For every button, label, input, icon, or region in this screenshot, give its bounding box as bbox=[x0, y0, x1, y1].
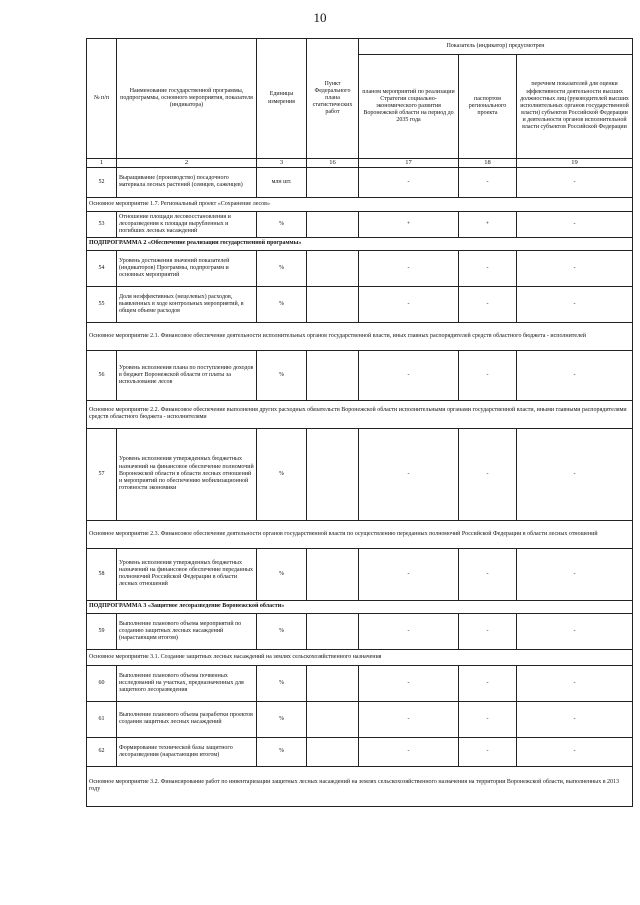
fed-plan-cell bbox=[307, 250, 359, 286]
header-strategy: планом мероприятий по реализации Стратегии социально-экономического развития Воронежской области на период до 2035 года bbox=[359, 55, 459, 159]
section-row bbox=[87, 237, 633, 250]
fed-plan-cell bbox=[307, 701, 359, 737]
unit-cell: % bbox=[257, 428, 307, 520]
indicator-row bbox=[87, 167, 633, 197]
officials-cell: - bbox=[517, 250, 633, 286]
officials-cell: - bbox=[517, 548, 633, 600]
officials-cell: - bbox=[517, 167, 633, 197]
column-number: 2 bbox=[117, 159, 257, 168]
row-number: 58 bbox=[87, 548, 117, 600]
officials-cell: - bbox=[517, 350, 633, 400]
officials-cell: - bbox=[517, 428, 633, 520]
indicator-name: Уровень исполнения утвержденных бюджетных назначений на финансовое обеспечение полномочий Воронежской области в области лесных отношений и мероприятий по обеспечению мобилизационной готовности экономики bbox=[117, 428, 257, 520]
header-provided-by: Показатель (индикатор) предусмотрен bbox=[359, 39, 633, 55]
officials-cell: - bbox=[517, 737, 633, 766]
subprogram-heading: ПОДПРОГРАММА 2 «Обеспечение реализации государственной программы» bbox=[87, 237, 633, 250]
column-number: 17 bbox=[359, 159, 459, 168]
column-number: 1 bbox=[87, 159, 117, 168]
fed-plan-cell bbox=[307, 737, 359, 766]
row-number: 61 bbox=[87, 701, 117, 737]
section-row bbox=[87, 600, 633, 613]
indicator-row bbox=[87, 665, 633, 701]
row-number: 60 bbox=[87, 665, 117, 701]
strategy-cell: - bbox=[359, 350, 459, 400]
passport-cell: - bbox=[459, 737, 517, 766]
officials-cell: - bbox=[517, 701, 633, 737]
indicator-name: Уровень достижения значений показателей (индикаторов) Программы, подпрограмм и основных мероприятий bbox=[117, 250, 257, 286]
indicator-name: Уровень исполнения утвержденных бюджетных назначений на финансовое обеспечение переданных полномочий Российской Федерации в области лесных отношений bbox=[117, 548, 257, 600]
indicator-name: Выполнение планового объема почвенных исследований на участках, предназначенных для защитного лесоразведения bbox=[117, 665, 257, 701]
row-number: 53 bbox=[87, 211, 117, 237]
officials-cell: - bbox=[517, 211, 633, 237]
fed-plan-cell bbox=[307, 211, 359, 237]
fed-plan-cell bbox=[307, 665, 359, 701]
indicator-name: Формирование технической базы защитного лесоразведения (нарастающим итогом) bbox=[117, 737, 257, 766]
header-passport: паспортом регионального проекта bbox=[459, 55, 517, 159]
column-number: 18 bbox=[459, 159, 517, 168]
strategy-cell: - bbox=[359, 701, 459, 737]
section-row bbox=[87, 520, 633, 548]
passport-cell: - bbox=[459, 350, 517, 400]
unit-cell: % bbox=[257, 250, 307, 286]
header-name: Наименование государственной программы, подпрограммы, основного мероприятия, показателя (индикатора) bbox=[117, 39, 257, 159]
indicator-row bbox=[87, 350, 633, 400]
passport-cell: - bbox=[459, 613, 517, 649]
strategy-cell: - bbox=[359, 613, 459, 649]
section-row bbox=[87, 766, 633, 806]
activity-heading: Основное мероприятие 2.2. Финансовое обеспечение выполнения других расходных обязательств Воронежской области исполнительными органами государственной власти, иными главными распорядителями средств областного бюджета - исполнителями bbox=[87, 400, 633, 428]
strategy-cell: - bbox=[359, 548, 459, 600]
header-unit: Единицы измерения bbox=[257, 39, 307, 159]
passport-cell: + bbox=[459, 211, 517, 237]
activity-heading: Основное мероприятие 1.7. Региональный проект «Сохранение лесов» bbox=[87, 197, 633, 211]
fed-plan-cell bbox=[307, 350, 359, 400]
indicator-name: Выполнение планового объема мероприятий по созданию защитных лесных насаждений (нарастающим итогом) bbox=[117, 613, 257, 649]
unit-cell: % bbox=[257, 350, 307, 400]
strategy-cell: - bbox=[359, 286, 459, 322]
header-fed-plan: Пункт Федерального плана статистических работ bbox=[307, 39, 359, 159]
unit-cell: % bbox=[257, 665, 307, 701]
row-number: 56 bbox=[87, 350, 117, 400]
section-row bbox=[87, 197, 633, 211]
indicator-row bbox=[87, 737, 633, 766]
activity-heading: Основное мероприятие 2.3. Финансовое обеспечение деятельности органов государственной власти по осуществлению переданных полномочий Российской Федерации в области лесных отношений bbox=[87, 520, 633, 548]
passport-cell: - bbox=[459, 665, 517, 701]
row-number: 57 bbox=[87, 428, 117, 520]
row-number: 59 bbox=[87, 613, 117, 649]
row-number: 62 bbox=[87, 737, 117, 766]
section-row bbox=[87, 649, 633, 665]
strategy-cell: - bbox=[359, 428, 459, 520]
fed-plan-cell bbox=[307, 167, 359, 197]
unit-cell: % bbox=[257, 211, 307, 237]
unit-cell: млн шт. bbox=[257, 167, 307, 197]
strategy-cell: - bbox=[359, 665, 459, 701]
strategy-cell: + bbox=[359, 211, 459, 237]
passport-cell: - bbox=[459, 250, 517, 286]
indicator-name: Выращивание (производство) посадочного материала лесных растений (сеянцев, саженцев) bbox=[117, 167, 257, 197]
officials-cell: - bbox=[517, 665, 633, 701]
unit-cell: % bbox=[257, 737, 307, 766]
strategy-cell: - bbox=[359, 737, 459, 766]
row-number: 54 bbox=[87, 250, 117, 286]
column-number: 16 bbox=[307, 159, 359, 168]
section-row bbox=[87, 400, 633, 428]
row-number: 52 bbox=[87, 167, 117, 197]
indicator-name: Доля неэффективных (нецелевых) расходов, выявленных в ходе контрольных мероприятий, в общем объеме расходов bbox=[117, 286, 257, 322]
indicator-row bbox=[87, 250, 633, 286]
strategy-cell: - bbox=[359, 167, 459, 197]
fed-plan-cell bbox=[307, 548, 359, 600]
fed-plan-cell bbox=[307, 613, 359, 649]
indicator-row bbox=[87, 613, 633, 649]
indicator-name: Отношение площади лесовосстановления и лесоразведения к площади вырубленных и погибших лесных насаждений bbox=[117, 211, 257, 237]
unit-cell: % bbox=[257, 613, 307, 649]
activity-heading: Основное мероприятие 3.2. Финансирование работ по инвентаризации защитных лесных насаждений на землях сельскохозяйственного назначения на территории Воронежской области, выполненных в 2013 году bbox=[87, 766, 633, 806]
officials-cell: - bbox=[517, 286, 633, 322]
unit-cell: % bbox=[257, 548, 307, 600]
strategy-cell: - bbox=[359, 250, 459, 286]
passport-cell: - bbox=[459, 548, 517, 600]
indicator-name: Уровень исполнения плана по поступлению доходов в бюджет Воронежской области от платы за использование лесов bbox=[117, 350, 257, 400]
page-number: 10 bbox=[313, 10, 327, 25]
activity-heading: Основное мероприятие 3.1. Создание защитных лесных насаждений на землях сельскохозяйственного назначения bbox=[87, 649, 633, 665]
indicator-row bbox=[87, 286, 633, 322]
activity-heading: Основное мероприятие 2.1. Финансовое обеспечение деятельности исполнительных органов государственной власти, иных главных распорядителей средств областного бюджета - исполнителей bbox=[87, 322, 633, 350]
header-number: № п/п bbox=[87, 39, 117, 159]
passport-cell: - bbox=[459, 701, 517, 737]
indicator-name: Выполнение планового объема разработки проектов создания защитных лесных насаждений bbox=[117, 701, 257, 737]
unit-cell: % bbox=[257, 701, 307, 737]
unit-cell: % bbox=[257, 286, 307, 322]
indicator-row bbox=[87, 548, 633, 600]
officials-cell: - bbox=[517, 613, 633, 649]
indicator-row bbox=[87, 701, 633, 737]
fed-plan-cell bbox=[307, 286, 359, 322]
fed-plan-cell bbox=[307, 428, 359, 520]
indicator-row bbox=[87, 211, 633, 237]
column-number: 19 bbox=[517, 159, 633, 168]
indicator-row bbox=[87, 428, 633, 520]
column-number: 3 bbox=[257, 159, 307, 168]
passport-cell: - bbox=[459, 428, 517, 520]
passport-cell: - bbox=[459, 286, 517, 322]
subprogram-heading: ПОДПРОГРАММА 3 «Защитное лесоразведение Воронежской области» bbox=[87, 600, 633, 613]
header-officials: перечнем показателей для оценки эффективности деятельности высших должностных лиц (руководителей высших исполнительных органов государственной власти) субъектов Российской Федерации и деятельности органов исполнительной власти субъектов Российской Федерации bbox=[517, 55, 633, 159]
section-row bbox=[87, 322, 633, 350]
passport-cell: - bbox=[459, 167, 517, 197]
indicators-table bbox=[86, 38, 633, 807]
row-number: 55 bbox=[87, 286, 117, 322]
